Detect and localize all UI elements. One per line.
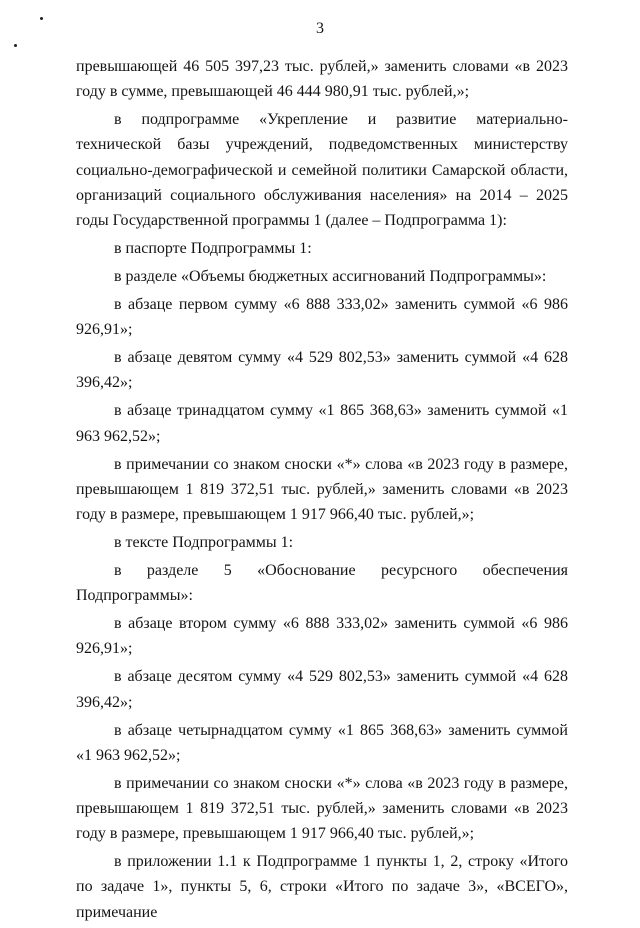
paragraph-amendment: в абзаце девятом сумму «4 529 802,53» заменить суммой «4 628 396,42»;: [76, 349, 568, 392]
paragraph-footnote-amendment: в примечании со знаком сноски «*» слова «в 2023 году в размере, превышающем 1 819 372,51 тыс. рублей,» заменить словами «в 2023 году в размере, превышающем 1 917 966,40 тыс. рублей,»;: [76, 774, 568, 843]
paragraph-footnote-amendment: в примечании со знаком сноски «*» слова «в 2023 году в размере, превышающем 1 819 372,51 тыс. рублей,» заменить словами «в 2023 году в размере, превышающем 1 917 966,40 тыс. рублей,»;: [76, 455, 568, 524]
paragraph-appendix: в приложении 1.1 к Подпрограмме 1 пункты 1, 2, строку «Итого по задаче 1», пункты 5, 6, строки «Итого по задаче 3», «ВСЕГО», примечание: [76, 853, 568, 921]
scan-mark: [14, 44, 17, 47]
document-body: [76, 54, 568, 928]
paragraph-continuation: превышающей 46 505 397,23 тыс. рублей,» заменить словами «в 2023 году в сумме, превышающей 46 444 980,91 тыс. рублей,»;: [76, 58, 568, 101]
paragraph-amendment: в абзаце втором сумму «6 888 333,02» заменить суммой «6 986 926,91»;: [76, 615, 568, 658]
paragraph-section-5: в разделе 5 «Обоснование ресурсного обеспечения Подпрограммы»:: [76, 562, 568, 605]
paragraph-passport-heading: в паспорте Подпрограммы 1:: [114, 240, 312, 258]
paragraph-amendment: в абзаце четырнадцатом сумму «1 865 368,63» заменить суммой «1 963 962,52»;: [76, 721, 568, 764]
paragraph-text-heading: в тексте Подпрограммы 1:: [114, 534, 294, 552]
paragraph-subprogram-intro: в подпрограмме «Укрепление и развитие материально-технической базы учреждений, подведомственных министерству социально-демографической и семейной политики Самарской области, организаций социального обслуживания населения» на 2014 – 2025 годы Государственной программы 1 (далее – Подпрограмма 1):: [76, 111, 568, 230]
paragraph-amendment: в абзаце десятом сумму «4 529 802,53» заменить суммой «4 628 396,42»;: [76, 668, 568, 711]
paragraph-amendment: в абзаце первом сумму «6 888 333,02» заменить суммой «6 986 926,91»;: [76, 296, 568, 339]
paragraph-amendment: в абзаце тринадцатом сумму «1 865 368,63» заменить суммой «1 963 962,52»;: [76, 402, 568, 445]
paragraph-budget-section: в разделе «Объемы бюджетных ассигнований Подпрограммы»:: [114, 268, 547, 286]
page-number: 3: [316, 20, 324, 37]
